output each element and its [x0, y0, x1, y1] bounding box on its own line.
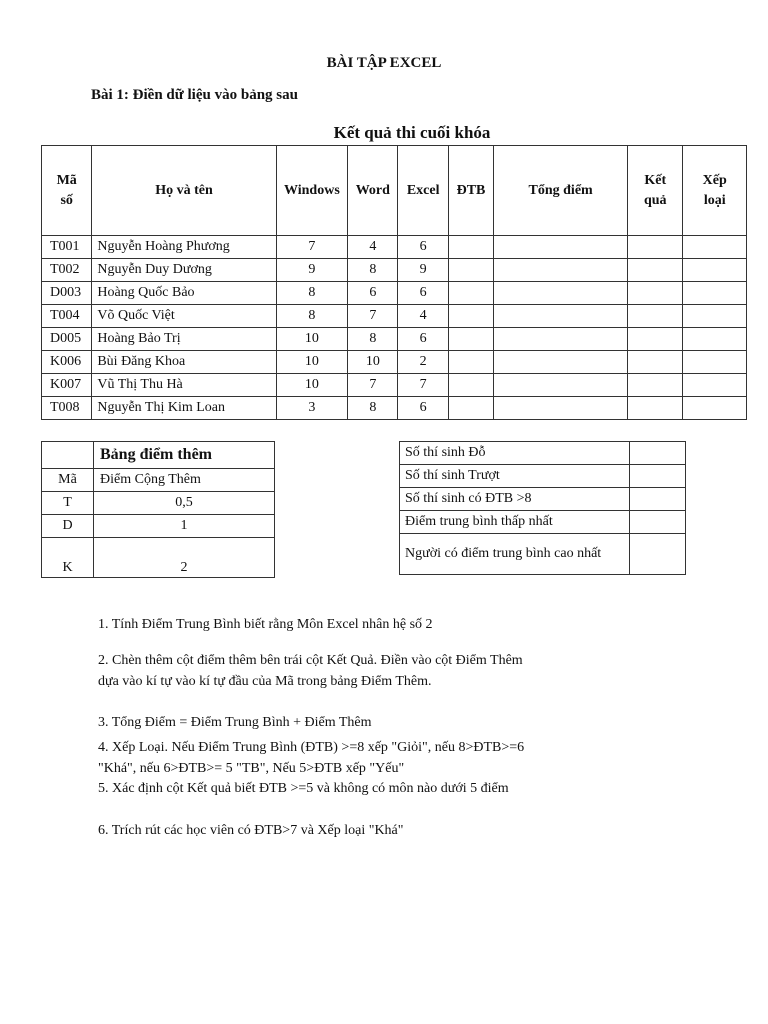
cell-word: 7 [348, 374, 398, 397]
cell-total[interactable] [494, 305, 628, 328]
cell-total[interactable] [494, 282, 628, 305]
cell-name: Võ Quốc Việt [92, 305, 276, 328]
cell-total[interactable] [494, 374, 628, 397]
table-header-row [42, 146, 747, 236]
table-row [42, 282, 747, 305]
header-word: Word [348, 146, 398, 236]
cell-code: T008 [42, 397, 92, 420]
cell-name: Nguyễn Hoàng Phương [92, 236, 276, 259]
cell-total[interactable] [494, 328, 628, 351]
stats-label: Điểm trung bình thấp nhất [400, 511, 630, 534]
cell-word: 6 [348, 282, 398, 305]
stats-label: Số thí sinh Trượt [400, 465, 630, 488]
bonus-value: 0,5 [94, 492, 275, 515]
cell-windows: 9 [276, 259, 348, 282]
table-row [42, 374, 747, 397]
cell-windows: 3 [276, 397, 348, 420]
table-row [400, 488, 686, 511]
cell-excel: 9 [398, 259, 448, 282]
cell-dtb[interactable] [448, 236, 493, 259]
instruction-6: 6. Trích rút các học viên có ĐTB>7 và Xếp loại "Khá" [98, 823, 404, 838]
cell-dtb[interactable] [448, 282, 493, 305]
cell-code: T002 [42, 259, 92, 282]
bonus-code: D [42, 515, 94, 538]
cell-excel: 6 [398, 328, 448, 351]
cell-code: D003 [42, 282, 92, 305]
cell-name: Nguyễn Thị Kim Loan [92, 397, 276, 420]
stats-label: Người có điểm trung bình cao nhất [400, 534, 630, 575]
cell-total[interactable] [494, 397, 628, 420]
instruction-4: 4. Xếp Loại. Nếu Điểm Trung Bình (ĐTB) >=8 xếp "Giỏi", nếu 8>ĐTB>=6 "Khá", nếu 6>ĐTB>= 5 "TB", Nếu 5>ĐTB xếp "Yếu" [98, 740, 525, 776]
header-name: Họ và tên [92, 146, 276, 236]
stats-value-cell[interactable] [630, 488, 686, 511]
cell-dtb[interactable] [448, 328, 493, 351]
bonus-header-value: Điểm Cộng Thêm [94, 469, 275, 492]
cell-rank[interactable] [683, 374, 747, 397]
header-total: Tổng điểm [494, 146, 628, 236]
cell-excel: 6 [398, 397, 448, 420]
cell-total[interactable] [494, 236, 628, 259]
instruction-5: 5. Xác định cột Kết quả biết ĐTB >=5 và không có môn nào dưới 5 điểm [98, 781, 509, 796]
cell-word: 8 [348, 328, 398, 351]
cell-dtb[interactable] [448, 259, 493, 282]
table-row [42, 259, 747, 282]
bonus-value: 2 [94, 538, 275, 578]
cell-excel: 2 [398, 351, 448, 374]
stats-value-cell[interactable] [630, 442, 686, 465]
table-row [400, 511, 686, 534]
cell-excel: 4 [398, 305, 448, 328]
cell-rank[interactable] [683, 259, 747, 282]
header-code: Mã số [42, 146, 92, 236]
exercise-title: Bài 1: Điền dữ liệu vào bảng sau [91, 87, 298, 103]
cell-total[interactable] [494, 351, 628, 374]
header-rank: Xếp loại [683, 146, 747, 236]
cell-code: T001 [42, 236, 92, 259]
cell-dtb[interactable] [448, 374, 493, 397]
cell-total[interactable] [494, 259, 628, 282]
cell-dtb[interactable] [448, 351, 493, 374]
cell-rank[interactable] [683, 236, 747, 259]
cell-dtb[interactable] [448, 397, 493, 420]
cell-result[interactable] [628, 282, 683, 305]
stats-table [399, 441, 686, 575]
cell-excel: 7 [398, 374, 448, 397]
stats-label: Số thí sinh có ĐTB >8 [400, 488, 630, 511]
stats-value-cell[interactable] [630, 511, 686, 534]
table-row [42, 328, 747, 351]
table-row [400, 465, 686, 488]
cell-result[interactable] [628, 374, 683, 397]
table-row [400, 534, 686, 575]
bonus-table [41, 441, 275, 578]
stats-label: Số thí sinh Đỗ [400, 442, 630, 465]
cell-result[interactable] [628, 351, 683, 374]
cell-windows: 10 [276, 374, 348, 397]
header-excel: Excel [398, 146, 448, 236]
instruction-2: 2. Chèn thêm cột điểm thêm bên trái cột Kết Quả. Điền vào cột Điểm Thêm dựa vào kí tự vào kí tự đầu của Mã trong bảng Điểm Thêm. [98, 653, 523, 689]
bonus-header-code: Mã [42, 469, 94, 492]
cell-windows: 7 [276, 236, 348, 259]
table-row [42, 236, 747, 259]
cell-windows: 10 [276, 351, 348, 374]
cell-result[interactable] [628, 305, 683, 328]
instruction-1: 1. Tính Điểm Trung Bình biết rằng Môn Excel nhân hệ số 2 [98, 617, 433, 632]
results-table [41, 145, 747, 420]
cell-result[interactable] [628, 397, 683, 420]
bonus-value: 1 [94, 515, 275, 538]
table-row [42, 397, 747, 420]
table-caption: Kết quả thi cuối khóa [333, 123, 491, 142]
bonus-table-title: Bảng điểm thêm [94, 442, 275, 469]
cell-name: Nguyễn Duy Dương [92, 259, 276, 282]
cell-code: K007 [42, 374, 92, 397]
stats-value-cell[interactable] [630, 534, 686, 575]
cell-word: 8 [348, 397, 398, 420]
cell-result[interactable] [628, 328, 683, 351]
document-title: BÀI TẬP EXCEL [326, 55, 442, 71]
table-row [42, 515, 275, 538]
cell-rank[interactable] [683, 328, 747, 351]
cell-name: Vũ Thị Thu Hà [92, 374, 276, 397]
cell-windows: 10 [276, 328, 348, 351]
table-row [400, 442, 686, 465]
table-row [42, 305, 747, 328]
cell-word: 4 [348, 236, 398, 259]
cell-result[interactable] [628, 259, 683, 282]
cell-rank[interactable] [683, 351, 747, 374]
cell-word: 7 [348, 305, 398, 328]
cell-excel: 6 [398, 236, 448, 259]
cell-name: Bùi Đăng Khoa [92, 351, 276, 374]
header-result: Kết quả [628, 146, 683, 236]
cell-rank[interactable] [683, 305, 747, 328]
stats-value-cell[interactable] [630, 465, 686, 488]
bonus-code: T [42, 492, 94, 515]
cell-code: D005 [42, 328, 92, 351]
bonus-code: K [42, 538, 94, 578]
cell-windows: 8 [276, 282, 348, 305]
table-row [42, 351, 747, 374]
instruction-3: 3. Tổng Điểm = Điểm Trung Bình + Điểm Thêm [98, 715, 372, 730]
header-windows: Windows [276, 146, 348, 236]
bonus-table-title-spacer [42, 442, 94, 469]
cell-rank[interactable] [683, 282, 747, 305]
cell-word: 10 [348, 351, 398, 374]
cell-name: Hoàng Bảo Trị [92, 328, 276, 351]
cell-excel: 6 [398, 282, 448, 305]
table-row [42, 538, 275, 578]
cell-name: Hoàng Quốc Bảo [92, 282, 276, 305]
cell-dtb[interactable] [448, 305, 493, 328]
cell-result[interactable] [628, 236, 683, 259]
cell-word: 8 [348, 259, 398, 282]
cell-code: K006 [42, 351, 92, 374]
header-dtb: ĐTB [448, 146, 493, 236]
cell-rank[interactable] [683, 397, 747, 420]
cell-windows: 8 [276, 305, 348, 328]
table-row [42, 492, 275, 515]
cell-code: T004 [42, 305, 92, 328]
